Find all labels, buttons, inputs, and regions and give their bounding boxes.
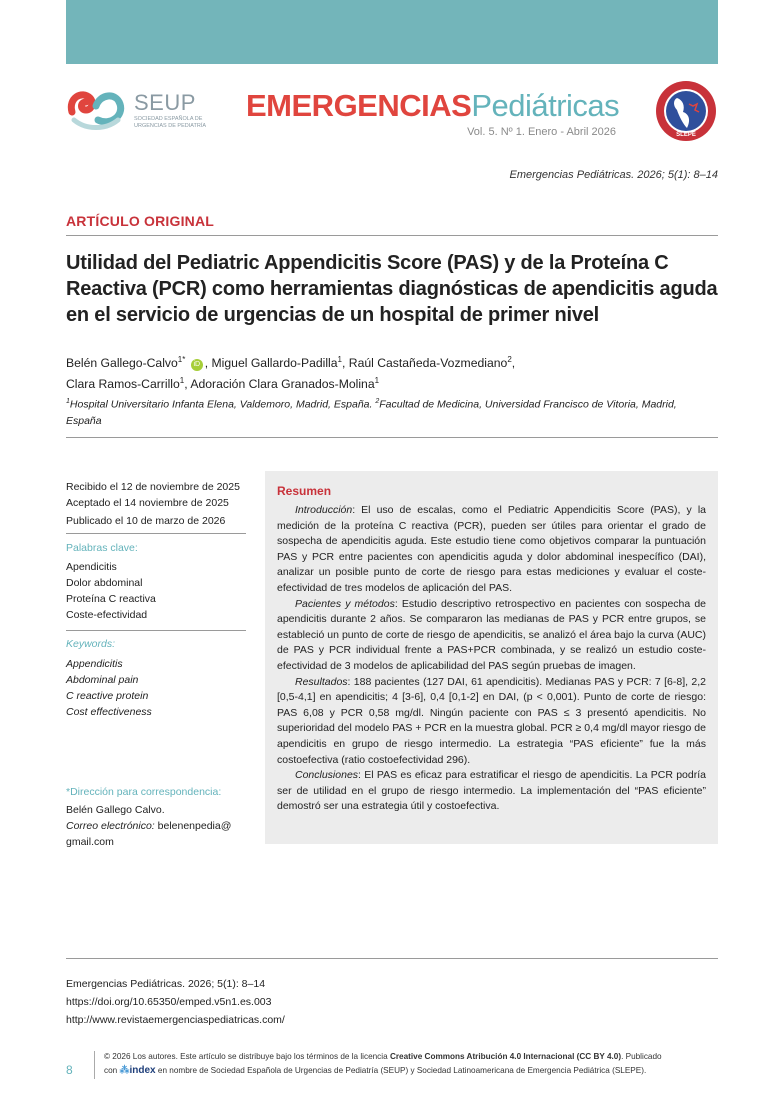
- footer-info: [66, 975, 466, 1029]
- email-part2[interactable]: gmail.com: [66, 836, 114, 848]
- seup-subtitle: SOCIEDAD ESPAÑOLA DE URGENCIAS DE PEDIATRÍA: [134, 116, 207, 129]
- footer-doi[interactable]: https://doi.org/10.65350/emped.v5n1.es.003: [66, 996, 272, 1008]
- affiliations: [66, 394, 686, 429]
- affil-sup: 2: [375, 398, 380, 405]
- author-sup: 1: [337, 355, 342, 364]
- keyword-en: Cost effectiveness: [66, 706, 152, 718]
- author-name: Clara Ramos-Carrillo: [66, 377, 180, 392]
- footer-url[interactable]: http://www.revistaemergenciaspediatricas.com/: [66, 1014, 285, 1026]
- email-label: Correo electrónico:: [66, 820, 155, 832]
- methods-label: Pacientes y métodos: [295, 597, 395, 610]
- keyword-es: Proteína C reactiva: [66, 593, 156, 605]
- divider: [66, 533, 246, 534]
- journal-name-part1: EMERGENCIAS: [246, 88, 472, 123]
- keyword-en: Abdominal pain: [66, 674, 139, 686]
- abstract-results: Resultados: 188 pacientes (127 DAI, 61 apendicitis). Medianas PAS y PCR: 7 [6-8], 2,2 [0,5-4,1] en apendicitis; 4 [3-6], 0,4 [0,1-2] en DAI, (p < 0,001). Punto de corte de riesgo: PAS 6,08 y PCR 0,58 mg/dl. Ningún paciente con PAS ≤ 3 presentó apendicitis. No superioridad del modelo PAS + PCR en la muestra global. PCR ≥ 0,4 mg/dl mayor riesgo de apendicitis en grupo de riesgo intermedio. La estrategia “PAS eficiente” fue la más costoefectiva (ratio costoefectividad 296).: [277, 675, 706, 766]
- keyword-es: Coste-efectividad: [66, 609, 148, 621]
- orcid-icon[interactable]: iD: [191, 359, 203, 371]
- article-dates: [66, 480, 246, 530]
- top-color-band: [66, 0, 718, 64]
- author-list: Belén Gallego-Calvo$^{1*}$ iD , Miguel Gallardo-Padilla$^1$, Raúl Castañeda-Vozmediano$^2$, Clara Ramos-Carrillo$^1$, Adoración Clara Granados-Molina$^1$: [66, 355, 516, 392]
- seup-emblem-icon: [66, 86, 126, 132]
- license-link[interactable]: Creative Commons Atribución 4.0 Internacional (CC BY 4.0): [389, 1052, 622, 1061]
- author-sup: 1: [179, 376, 185, 386]
- divider: [66, 958, 718, 959]
- author-sup: 1: [374, 376, 380, 386]
- journal-masthead: [246, 88, 619, 124]
- article-title: Utilidad del Pediatric Appendicitis Score (PAS) y de la Proteína C Reactiva (PCR) como herramientas diagnósticas de apendicitis aguda en el servicio de urgencias de un hospital de primer nivel: [66, 252, 718, 326]
- keywords-heading: Keywords:: [66, 638, 116, 650]
- date-accepted: Aceptado el 14 noviembre de 2025: [66, 496, 229, 509]
- correspondence: [66, 802, 246, 850]
- keywords-list: [66, 656, 246, 720]
- affiliation-1: Hospital Universitario Infanta Elena, Valdemoro, Madrid, España.: [69, 398, 373, 411]
- correspondence-name: Belén Gallego Calvo.: [66, 804, 165, 816]
- author-name: Raúl Castañeda-Vozmediano: [348, 356, 508, 371]
- divider: [66, 630, 246, 631]
- divider: [94, 1051, 95, 1079]
- date-received: Recibido el 12 de noviembre de 2025: [66, 481, 240, 493]
- journal-name-part2: Pediátricas: [471, 88, 620, 123]
- author-sup: 1*: [177, 355, 186, 364]
- divider: [66, 437, 718, 438]
- footer-citation: Emergencias Pediátricas. 2026; 5(1): 8–14: [66, 978, 266, 990]
- author-name: Adoración Clara Granados-Molina: [190, 377, 375, 392]
- slepe-seal-text: SLEPE: [676, 132, 696, 138]
- license-text: © 2026 Los autores. Este artículo se distribuye bajo los términos de la licencia Creative Commons Atribución 4.0 Internacional (CC BY 4.0). Publicado con ⁂index en nombre de Sociedad Española de Urgencias de Pediatría (SEUP) y Sociedad Latinoamericana de Emergencia Pediátrica (SLEPE).: [104, 1052, 662, 1076]
- conclusions-label: Conclusiones: [295, 769, 359, 782]
- author-sup: 2: [507, 355, 512, 364]
- divider: [66, 235, 718, 236]
- slepe-seal-icon: [655, 80, 717, 142]
- results-label: Resultados: [295, 675, 348, 688]
- correspondence-heading: *Dirección para correspondencia:: [66, 786, 222, 798]
- abstract-conclusions: Conclusiones: El PAS es eficaz para estratificar el riesgo de apendicitis. La PCR podría ser de utilidad en el grupo de riesgo intermedio. La implementación del “PAS eficiente” demostró ser una estrategia útil y costoefectiva.: [277, 769, 706, 813]
- keyword-es: Apendicitis: [66, 561, 117, 573]
- abstract-text: [277, 503, 706, 815]
- author-name: Miguel Gallardo-Padilla: [211, 356, 338, 371]
- date-published: Publicado el 10 de marzo de 2026: [66, 515, 226, 527]
- volume-info: Vol. 5. Nº 1. Enero - Abril 2026: [467, 126, 616, 138]
- section-label: ARTÍCULO ORIGINAL: [66, 213, 215, 229]
- keyword-en: Appendicitis: [66, 658, 123, 670]
- abstract-heading: Resumen: [277, 484, 332, 498]
- citation-header: Emergencias Pediátricas. 2026; 5(1): 8–14: [509, 169, 718, 181]
- palabras-clave-list: [66, 559, 246, 623]
- index-logo: ⁂index: [119, 1065, 156, 1076]
- abstract-intro: Introducción: El uso de escalas, como el Pediatric Appendicitis Score (PAS), y la medición de la proteína C reactiva (PCR), pueden ser útiles para orientar el grado de sospecha de apendicitis aguda. Este estudio tiene como objetivos comparar la puntuación PAS y PCR entre pacientes con apendicitis aguda y dolor abdominal inespecífico (DAI), analizar un posible punto de corte de riesgo para estas mediciones y evaluar el coste-efectividad de tres modelos de aplicación del PAS.: [277, 504, 706, 594]
- affil-sup: 1: [66, 398, 70, 405]
- page-number: 8: [66, 1063, 73, 1077]
- palabras-clave-heading: Palabras clave:: [66, 542, 138, 554]
- intro-label: Introducción: [295, 504, 353, 516]
- affiliation-2: Facultad de Medicina, Universidad Francisco de Vitoria, Madrid, España: [66, 398, 677, 427]
- abstract-box: [265, 471, 718, 844]
- seup-name: SEUP: [134, 90, 196, 115]
- abstract-methods: Pacientes y métodos: Estudio descriptivo retrospectivo en pacientes con sospecha de apendicitis durante 2 años. Se compararon las medianas de PAS y PCR entre grupos, se estableció un punto de corte de riesgo de apendicitis, se analizó el área bajo la curva (AUC) de PAS y PCR individual frente a PAS+PCR combinada, y se realizó un estudio coste-efectividad de 3 modelos de aplicabilidad del PAS según pruebas de imagen.: [277, 597, 706, 672]
- keyword-en: C reactive protein: [66, 690, 149, 702]
- email-part1[interactable]: belenenpedia@: [157, 820, 232, 832]
- author-name: Belén Gallego-Calvo: [66, 356, 178, 371]
- keyword-es: Dolor abdominal: [66, 577, 143, 589]
- seup-logo: [66, 86, 216, 136]
